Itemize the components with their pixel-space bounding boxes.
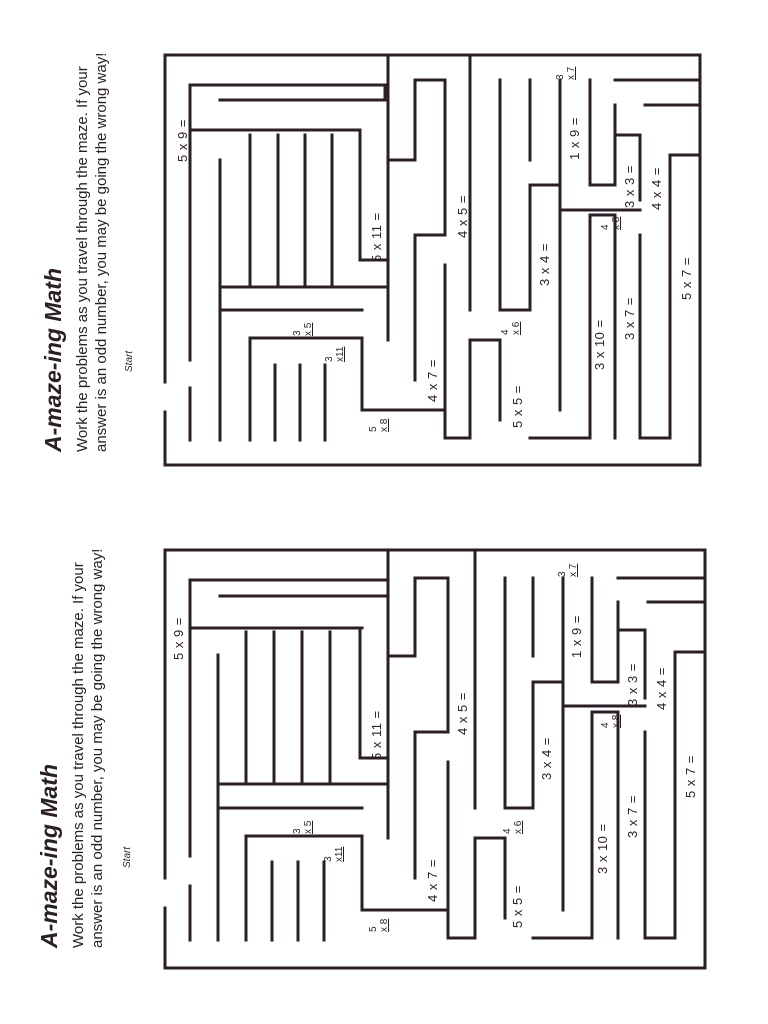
stacked-problem: 3 x11 xyxy=(324,346,346,362)
stacked-problem: 3 x 5 xyxy=(292,322,314,336)
problem-label: 3 x 4 = xyxy=(539,737,554,780)
worksheet-title: A-maze-ing Math xyxy=(40,268,66,452)
problem-label: 5 x 5 = xyxy=(510,885,525,928)
stacked-problem: 3 x 7 xyxy=(555,66,577,80)
instructions-line-1: Work the problems as you travel through the maze. If your xyxy=(74,66,91,452)
stacked-problem: 3 x11 xyxy=(323,846,345,862)
problem-label: 1 x 9 = xyxy=(567,117,582,160)
problem-label: 1 x 9 = xyxy=(569,615,584,658)
instructions-line-2: answer is an odd number, you may be going the wrong way! xyxy=(93,52,110,452)
problem-label: 3 x 7 = xyxy=(625,795,640,838)
start-label: Start xyxy=(124,350,135,372)
problem-label: 3 x 10 = xyxy=(595,823,610,874)
instructions-line-2: answer is an odd number, you may be going the wrong way! xyxy=(89,548,106,948)
stacked-problem: 5 x 8 xyxy=(368,918,390,932)
problem-label: 5 x 9 = xyxy=(175,119,190,162)
stacked-problem: 4 x 8 xyxy=(600,216,622,230)
problem-label: 4 x 5 = xyxy=(455,195,470,238)
problem-label: 3 x 3 = xyxy=(625,663,640,706)
problem-label: 5 x 7 = xyxy=(679,257,694,300)
start-label: Start xyxy=(122,846,133,868)
problem-label: 3 x 4 = xyxy=(537,243,552,286)
worksheet-title: A-maze-ing Math xyxy=(36,764,62,948)
problem-label: 3 x 7 = xyxy=(622,297,637,340)
problem-label: 5 x 11 = xyxy=(369,710,384,760)
maze-walls-bottom xyxy=(165,550,705,968)
problem-label: 3 x 10 = xyxy=(592,319,607,370)
problem-label: 5 x 11 = xyxy=(369,212,384,262)
problem-label: 5 x 9 = xyxy=(171,617,186,660)
stacked-problem: 3 x 5 xyxy=(292,820,314,834)
problem-label: 4 x 4 = xyxy=(649,167,664,210)
stacked-problem: 5 x 8 xyxy=(368,418,390,432)
stacked-problem: 3 x 7 xyxy=(557,563,579,577)
problem-label: 4 x 5 = xyxy=(455,692,470,735)
instructions-line-1: Work the problems as you travel through the maze. If your xyxy=(70,562,87,948)
stacked-problem: 4 x 6 xyxy=(502,820,524,834)
stacked-problem: 4 x 6 xyxy=(500,321,522,335)
problem-label: 4 x 7 = xyxy=(425,859,440,902)
problem-label: 5 x 7 = xyxy=(683,755,698,798)
problem-label: 5 x 5 = xyxy=(510,385,525,428)
problem-label: 3 x 3 = xyxy=(622,165,637,208)
problem-label: 4 x 4 = xyxy=(654,667,669,710)
problem-label: 4 x 7 = xyxy=(425,359,440,402)
stacked-problem: 4 x 8 xyxy=(600,714,622,728)
